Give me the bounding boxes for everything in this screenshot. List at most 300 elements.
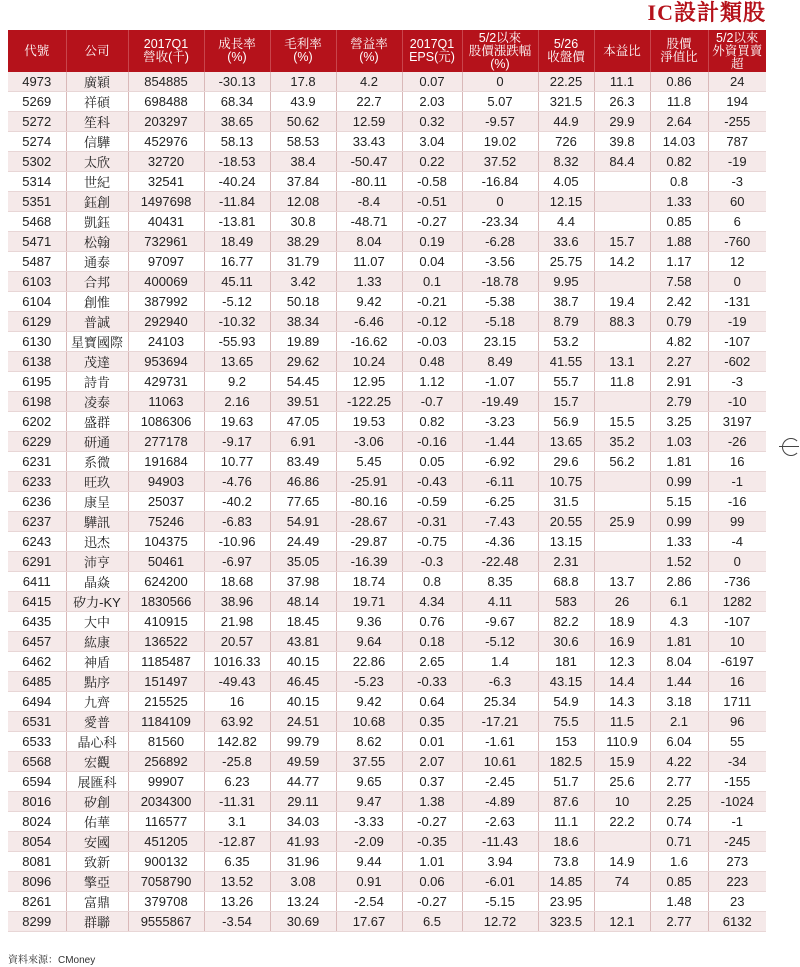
table-cell: 15.7 (594, 232, 650, 252)
column-header-line: 股價 (666, 37, 692, 51)
table-cell: 6195 (8, 372, 66, 392)
table-cell: 0.82 (650, 152, 708, 172)
table-cell: -0.43 (402, 472, 462, 492)
table-cell: 5269 (8, 92, 66, 112)
table-row (8, 632, 766, 652)
table-cell: 41.93 (270, 832, 336, 852)
table-cell: 9.95 (538, 272, 594, 292)
table-cell: 726 (538, 132, 594, 152)
table-cell: 410915 (128, 612, 204, 632)
table-cell: 星寶國際 (66, 332, 128, 352)
column-header (8, 30, 66, 72)
table-cell: 25037 (128, 492, 204, 512)
table-cell: 0.32 (402, 112, 462, 132)
table-cell: -0.16 (402, 432, 462, 452)
table-cell: -49.43 (204, 672, 270, 692)
table-cell: 38.7 (538, 292, 594, 312)
table-row (8, 492, 766, 512)
table-cell: -16.84 (462, 172, 538, 192)
table-cell: -3 (708, 372, 766, 392)
table-row (8, 592, 766, 612)
table-cell: 400069 (128, 272, 204, 292)
table-row (8, 572, 766, 592)
table-cell: -2.54 (336, 892, 402, 912)
table-cell: 0.22 (402, 152, 462, 172)
table-cell: 迅杰 (66, 532, 128, 552)
table-cell: -0.58 (402, 172, 462, 192)
table-cell: -0.27 (402, 812, 462, 832)
table-cell: 8054 (8, 832, 66, 852)
table-cell: 84.4 (594, 152, 650, 172)
table-cell: 0 (462, 72, 538, 92)
table-cell: 82.2 (538, 612, 594, 632)
column-header-line: 5/26 (553, 37, 579, 51)
table-cell: 盛群 (66, 412, 128, 432)
table-cell: 74 (594, 872, 650, 892)
column-header-line: 股價漲跌幅 (468, 43, 532, 58)
table-cell: 63.92 (204, 712, 270, 732)
table-cell: 9.64 (336, 632, 402, 652)
table-cell: 11.8 (594, 372, 650, 392)
table-cell: 23.95 (538, 892, 594, 912)
table-cell: 25.75 (538, 252, 594, 272)
table-cell: 0.37 (402, 772, 462, 792)
table-cell: 0.79 (650, 312, 708, 332)
table-cell: 0.64 (402, 692, 462, 712)
column-header (128, 30, 204, 72)
table-cell: 215525 (128, 692, 204, 712)
table-cell: -9.57 (462, 112, 538, 132)
table-cell: 12.08 (270, 192, 336, 212)
table-cell: -9.67 (462, 612, 538, 632)
table-cell: 9.42 (336, 292, 402, 312)
table-cell: 6237 (8, 512, 66, 532)
column-header (462, 30, 538, 72)
table-cell (594, 332, 650, 352)
table-cell: -34 (708, 752, 766, 772)
table-cell: -3.33 (336, 812, 402, 832)
table-cell: 3.08 (270, 872, 336, 892)
table-cell: 8024 (8, 812, 66, 832)
table-cell: 583 (538, 592, 594, 612)
table-cell: 11.1 (538, 812, 594, 832)
table-cell: 83.49 (270, 452, 336, 472)
table-cell: 77.65 (270, 492, 336, 512)
table-cell: 451205 (128, 832, 204, 852)
column-header-line: 5/2以來 (478, 30, 522, 45)
table-cell: 32720 (128, 152, 204, 172)
table-cell: 39.51 (270, 392, 336, 412)
table-cell: -5.12 (462, 632, 538, 652)
table-cell: 6231 (8, 452, 66, 472)
table-cell: -6.92 (462, 452, 538, 472)
table-row (8, 332, 766, 352)
table-cell: -0.51 (402, 192, 462, 212)
source-note: 資料來源：CMoney (8, 955, 96, 966)
table-cell: 0.86 (650, 72, 708, 92)
table-row (8, 552, 766, 572)
table-cell: 3.25 (650, 412, 708, 432)
table-cell: 153 (538, 732, 594, 752)
table-cell: 26 (594, 592, 650, 612)
table-cell: 通泰 (66, 252, 128, 272)
table-cell: 6129 (8, 312, 66, 332)
table-row (8, 172, 766, 192)
table-cell: 14.03 (650, 132, 708, 152)
table-cell: 6415 (8, 592, 66, 612)
table-cell: 732961 (128, 232, 204, 252)
table-cell: 0.19 (402, 232, 462, 252)
table-cell: 34.03 (270, 812, 336, 832)
table-cell: 17.67 (336, 912, 402, 932)
table-cell: 凱鈺 (66, 212, 128, 232)
table-cell: 0 (708, 272, 766, 292)
table-cell: -6.28 (462, 232, 538, 252)
table-cell (594, 472, 650, 492)
table-cell: 晶心科 (66, 732, 128, 752)
table-cell: -18.53 (204, 152, 270, 172)
table-cell: 323.5 (538, 912, 594, 932)
table-cell: 321.5 (538, 92, 594, 112)
table-cell: 6594 (8, 772, 66, 792)
table-cell: 56.2 (594, 452, 650, 472)
table-cell: 1.81 (650, 452, 708, 472)
table-cell: 5471 (8, 232, 66, 252)
table-row (8, 612, 766, 632)
table-cell: -0.7 (402, 392, 462, 412)
table-cell: -107 (708, 612, 766, 632)
table-cell: 18.68 (204, 572, 270, 592)
table-cell: 1.48 (650, 892, 708, 912)
table-cell: -40.2 (204, 492, 270, 512)
table-cell: 3.18 (650, 692, 708, 712)
table-cell: 13.65 (204, 352, 270, 372)
table-cell (594, 552, 650, 572)
table-cell: 5.45 (336, 452, 402, 472)
table-cell: 5468 (8, 212, 66, 232)
table-cell: 223 (708, 872, 766, 892)
table-cell: 23.15 (462, 332, 538, 352)
table-cell: 5302 (8, 152, 66, 172)
table-cell: 6.04 (650, 732, 708, 752)
table-cell: 1.03 (650, 432, 708, 452)
table-row (8, 732, 766, 752)
table-cell: 2.1 (650, 712, 708, 732)
table-cell: 14.4 (594, 672, 650, 692)
table-cell: 2.91 (650, 372, 708, 392)
table-cell: -6.01 (462, 872, 538, 892)
table-cell: -80.11 (336, 172, 402, 192)
table-cell: -16.62 (336, 332, 402, 352)
table-cell: -11.84 (204, 192, 270, 212)
table-cell: -1 (708, 812, 766, 832)
table-cell: 40431 (128, 212, 204, 232)
table-cell: 43.9 (270, 92, 336, 112)
table-cell: 19.02 (462, 132, 538, 152)
table-cell: 擎亞 (66, 872, 128, 892)
table-cell: 25.9 (594, 512, 650, 532)
table-cell: 0.76 (402, 612, 462, 632)
table-cell: 256892 (128, 752, 204, 772)
table-cell: 8261 (8, 892, 66, 912)
table-cell: 43.15 (538, 672, 594, 692)
table-cell: 16 (708, 452, 766, 472)
table-cell: 624200 (128, 572, 204, 592)
table-cell: 創惟 (66, 292, 128, 312)
table-cell: -19 (708, 152, 766, 172)
table-cell: 2034300 (128, 792, 204, 812)
table-cell: 2.07 (402, 752, 462, 772)
table-cell: 18.6 (538, 832, 594, 852)
table-cell: 12.59 (336, 112, 402, 132)
table-cell: 24103 (128, 332, 204, 352)
table-cell: 182.5 (538, 752, 594, 772)
table-cell: 16.9 (594, 632, 650, 652)
table-cell: 58.13 (204, 132, 270, 152)
table-cell: 45.11 (204, 272, 270, 292)
table-cell: 10 (708, 632, 766, 652)
table-cell: 1711 (708, 692, 766, 712)
table-row (8, 772, 766, 792)
table-cell: 2.25 (650, 792, 708, 812)
table-cell: 37.55 (336, 752, 402, 772)
table-cell: 50.62 (270, 112, 336, 132)
table-cell: 68.8 (538, 572, 594, 592)
table-cell: -2.45 (462, 772, 538, 792)
table-cell: 55.7 (538, 372, 594, 392)
table-row (8, 912, 766, 932)
table-cell: 0.04 (402, 252, 462, 272)
table-cell: 4.82 (650, 332, 708, 352)
table-cell: -6.11 (462, 472, 538, 492)
table-cell: 3.1 (204, 812, 270, 832)
table-cell: 茂達 (66, 352, 128, 372)
table-cell: 群聯 (66, 912, 128, 932)
table-cell: 致新 (66, 852, 128, 872)
table-row (8, 832, 766, 852)
table-cell: 5487 (8, 252, 66, 272)
table-cell: 12 (708, 252, 766, 272)
table-cell: -6.97 (204, 552, 270, 572)
table-row (8, 672, 766, 692)
table-cell: 32541 (128, 172, 204, 192)
table-cell: 38.29 (270, 232, 336, 252)
table-cell: 富鼎 (66, 892, 128, 912)
table-cell: -5.38 (462, 292, 538, 312)
column-header-line: 毛利率 (284, 37, 322, 51)
table-cell: 44.9 (538, 112, 594, 132)
table-cell (594, 392, 650, 412)
table-cell (594, 892, 650, 912)
table-cell: 2.27 (650, 352, 708, 372)
table-cell: 194 (708, 92, 766, 112)
column-header-line: 營益率 (350, 37, 388, 51)
table-cell: -80.16 (336, 492, 402, 512)
table-cell: 50.18 (270, 292, 336, 312)
table-cell: -736 (708, 572, 766, 592)
table-cell: 48.14 (270, 592, 336, 612)
table-row (8, 292, 766, 312)
table-cell: 4.3 (650, 612, 708, 632)
table-cell: 38.4 (270, 152, 336, 172)
table-cell: 紘康 (66, 632, 128, 652)
table-cell: -55.93 (204, 332, 270, 352)
table-cell: 0.91 (336, 872, 402, 892)
table-cell: 6.91 (270, 432, 336, 452)
table-cell: 99 (708, 512, 766, 532)
table-cell: 96 (708, 712, 766, 732)
table-cell: 15.9 (594, 752, 650, 772)
table-cell (594, 212, 650, 232)
table-cell: -3.06 (336, 432, 402, 452)
table-cell: -48.71 (336, 212, 402, 232)
table-row (8, 72, 766, 92)
table-cell: 2.77 (650, 772, 708, 792)
table-cell: 9.36 (336, 612, 402, 632)
table-cell: -23.34 (462, 212, 538, 232)
table-cell: 廣穎 (66, 72, 128, 92)
table-cell: 4.4 (538, 212, 594, 232)
column-header (650, 30, 708, 72)
table-cell: 1.88 (650, 232, 708, 252)
table-cell: 30.8 (270, 212, 336, 232)
table-cell: -1.61 (462, 732, 538, 752)
table-cell: 6411 (8, 572, 66, 592)
table-cell: 5314 (8, 172, 66, 192)
table-cell: 46.45 (270, 672, 336, 692)
table-cell: 53.2 (538, 332, 594, 352)
column-header (66, 30, 128, 72)
table-cell: 系微 (66, 452, 128, 472)
table-cell: 181 (538, 652, 594, 672)
table-cell: 2.31 (538, 552, 594, 572)
table-cell: 38.96 (204, 592, 270, 612)
table-cell: 7058790 (128, 872, 204, 892)
table-cell: -0.27 (402, 212, 462, 232)
table-cell: 3.04 (402, 132, 462, 152)
table-cell: 47.05 (270, 412, 336, 432)
table-cell: 10.75 (538, 472, 594, 492)
table-cell: 29.11 (270, 792, 336, 812)
table-cell: 5.07 (462, 92, 538, 112)
table-cell: 0.82 (402, 412, 462, 432)
table-cell: 22.2 (594, 812, 650, 832)
table-cell: 16 (204, 692, 270, 712)
column-header (270, 30, 336, 72)
table-cell: 3.42 (270, 272, 336, 292)
table-cell: -3 (708, 172, 766, 192)
table-cell: 研通 (66, 432, 128, 452)
table-cell: 110.9 (594, 732, 650, 752)
table-cell: -3.56 (462, 252, 538, 272)
table-cell: 13.1 (594, 352, 650, 372)
table-cell: -2.09 (336, 832, 402, 852)
table-cell: 凌泰 (66, 392, 128, 412)
table-cell: 31.5 (538, 492, 594, 512)
table-body (8, 72, 766, 932)
table-cell: 0 (708, 552, 766, 572)
table-cell: 452976 (128, 132, 204, 152)
table-cell: -5.23 (336, 672, 402, 692)
table-cell: 75.5 (538, 712, 594, 732)
table-cell: -245 (708, 832, 766, 852)
table-cell: -3.54 (204, 912, 270, 932)
table-cell: 6462 (8, 652, 66, 672)
table-row (8, 692, 766, 712)
column-header-line: 本益比 (603, 43, 641, 58)
table-cell: 116577 (128, 812, 204, 832)
table-cell: 24 (708, 72, 766, 92)
table-cell: 8016 (8, 792, 66, 812)
table-cell: -22.48 (462, 552, 538, 572)
table-cell: 2.42 (650, 292, 708, 312)
table-cell: 39.8 (594, 132, 650, 152)
table-cell: -602 (708, 352, 766, 372)
table-row (8, 192, 766, 212)
table-cell: -0.03 (402, 332, 462, 352)
table-cell: 4.34 (402, 592, 462, 612)
table-cell: 4.11 (462, 592, 538, 612)
table-cell: -4 (708, 532, 766, 552)
table-cell: 88.3 (594, 312, 650, 332)
table-cell: -1.07 (462, 372, 538, 392)
table-cell: -5.12 (204, 292, 270, 312)
table-cell: 6494 (8, 692, 66, 712)
table-cell: 6291 (8, 552, 66, 572)
table-cell: 7.58 (650, 272, 708, 292)
table-cell: 8081 (8, 852, 66, 872)
table-cell: 1184109 (128, 712, 204, 732)
table-cell: 合邦 (66, 272, 128, 292)
table-row (8, 892, 766, 912)
table-row (8, 452, 766, 472)
table-cell: -16.39 (336, 552, 402, 572)
table-cell: 0.99 (650, 512, 708, 532)
table-cell: 神盾 (66, 652, 128, 672)
table-cell: -26 (708, 432, 766, 452)
column-header-line: 代號 (24, 43, 50, 58)
table-cell: 31.79 (270, 252, 336, 272)
table-cell: 429731 (128, 372, 204, 392)
column-header-line: (%) (359, 50, 379, 64)
table-cell: -107 (708, 332, 766, 352)
table-cell: 大中 (66, 612, 128, 632)
table-cell: 18.49 (204, 232, 270, 252)
table-cell: 0.8 (402, 572, 462, 592)
table-cell: 8299 (8, 912, 66, 932)
table-cell: 6198 (8, 392, 66, 412)
table-cell: 10.61 (462, 752, 538, 772)
table-cell: 20.57 (204, 632, 270, 652)
table-row (8, 852, 766, 872)
table-cell: 21.98 (204, 612, 270, 632)
table-cell: 40.15 (270, 652, 336, 672)
table-cell: 11063 (128, 392, 204, 412)
table-cell: -19 (708, 312, 766, 332)
table-cell: 6138 (8, 352, 66, 372)
table-cell: -11.43 (462, 832, 538, 852)
table-cell: 0.1 (402, 272, 462, 292)
table-cell: -13.81 (204, 212, 270, 232)
table-cell: 6435 (8, 612, 66, 632)
table-row (8, 872, 766, 892)
table-cell: 10 (594, 792, 650, 812)
table-cell: -131 (708, 292, 766, 312)
table-row (8, 152, 766, 172)
table-cell (594, 492, 650, 512)
table-cell: 87.6 (538, 792, 594, 812)
table-cell: 9.42 (336, 692, 402, 712)
